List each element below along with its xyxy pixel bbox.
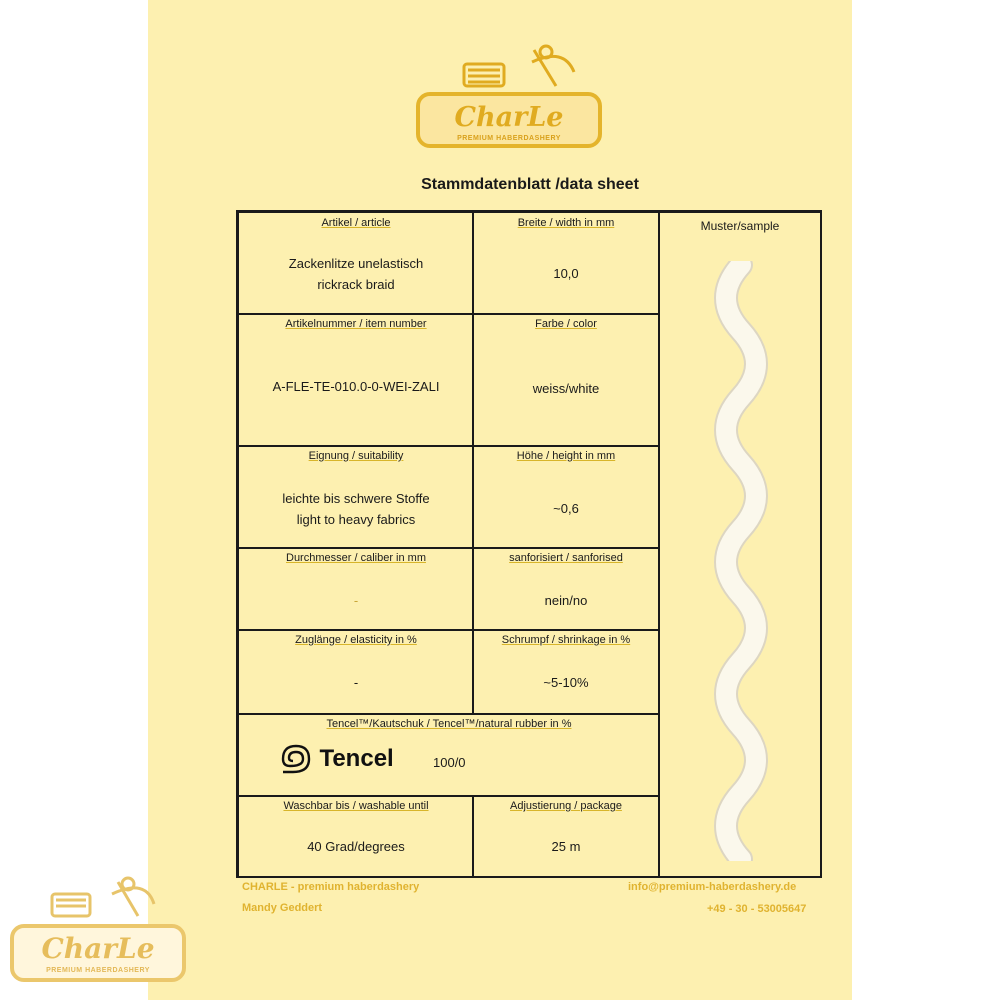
field-label: Farbe / color bbox=[535, 318, 597, 330]
field-value: 40 Grad/degrees bbox=[307, 839, 405, 854]
field-value: Zackenlitze unelastisch bbox=[288, 256, 424, 271]
footer-phone: +49 - 30 - 53005647 bbox=[707, 903, 807, 915]
field-value: ~5-10% bbox=[543, 675, 589, 690]
charle-logo-top bbox=[414, 42, 604, 152]
field-cell bbox=[472, 629, 660, 715]
field-label: Adjustierung / package bbox=[510, 800, 622, 812]
tencel-wordmark: Tencel bbox=[319, 745, 394, 772]
logo-tagline: PREMIUM HABERDASHERY bbox=[46, 967, 150, 974]
field-value: weiss/white bbox=[532, 381, 600, 396]
field-value: 10,0 bbox=[553, 266, 579, 281]
field-value: rickrack braid bbox=[317, 277, 395, 292]
field-label: Höhe / height in mm bbox=[516, 450, 616, 462]
data-table bbox=[236, 210, 822, 878]
tencel-logo bbox=[279, 742, 394, 776]
footer-person: Mandy Geddert bbox=[242, 902, 323, 914]
sample-label: Muster/sample bbox=[700, 219, 780, 233]
composition-cell bbox=[238, 713, 660, 797]
charle-logo-watermark bbox=[8, 876, 188, 986]
field-value: leichte bis schwere Stoffe bbox=[282, 491, 430, 506]
rickrack-braid-sample bbox=[701, 261, 781, 861]
field-value: light to heavy fabrics bbox=[296, 512, 416, 527]
field-cell bbox=[472, 547, 660, 631]
field-value: - bbox=[353, 593, 359, 608]
field-cell bbox=[238, 547, 474, 631]
logo-wordmark: CharLe bbox=[41, 932, 155, 965]
field-cell bbox=[238, 445, 474, 549]
tencel-swirl-icon bbox=[279, 742, 315, 776]
field-cell bbox=[472, 445, 660, 549]
field-label: sanforisiert / sanforised bbox=[509, 552, 623, 564]
field-cell bbox=[472, 795, 660, 878]
footer-company: CHARLE - premium haberdashery bbox=[242, 881, 420, 893]
field-cell bbox=[238, 212, 474, 315]
field-label: Artikelnummer / item number bbox=[285, 318, 427, 330]
sheet-title: Stammdatenblatt /data sheet bbox=[421, 176, 639, 193]
field-label: Artikel / article bbox=[321, 217, 391, 229]
logo-tagline: PREMIUM HABERDASHERY bbox=[457, 135, 561, 142]
field-label: Waschbar bis / washable until bbox=[283, 800, 429, 812]
footer-email: info@premium-haberdashery.de bbox=[628, 881, 797, 893]
composition-value: 100/0 bbox=[433, 755, 466, 770]
field-label: Zuglänge / elasticity in % bbox=[295, 634, 417, 646]
field-value: 25 m bbox=[551, 839, 581, 854]
field-cell bbox=[472, 212, 660, 315]
field-cell bbox=[238, 629, 474, 715]
field-value: A-FLE-TE-010.0-0-WEI-ZALI bbox=[272, 379, 440, 394]
field-label: Tencel™/Kautschuk / Tencel™/natural rubber in % bbox=[326, 718, 572, 730]
field-value: ~0,6 bbox=[553, 501, 579, 516]
sample-cell bbox=[658, 212, 822, 878]
field-cell bbox=[238, 795, 474, 878]
field-value: - bbox=[353, 675, 359, 690]
field-label: Breite / width in mm bbox=[517, 217, 615, 229]
field-value: nein/no bbox=[544, 593, 588, 608]
logo-wordmark: CharLe bbox=[454, 102, 564, 133]
field-cell bbox=[472, 313, 660, 447]
field-cell bbox=[238, 313, 474, 447]
field-label: Durchmesser / caliber in mm bbox=[286, 552, 426, 564]
field-label: Eignung / suitability bbox=[308, 450, 404, 462]
field-label: Schrumpf / shrinkage in % bbox=[501, 634, 631, 646]
